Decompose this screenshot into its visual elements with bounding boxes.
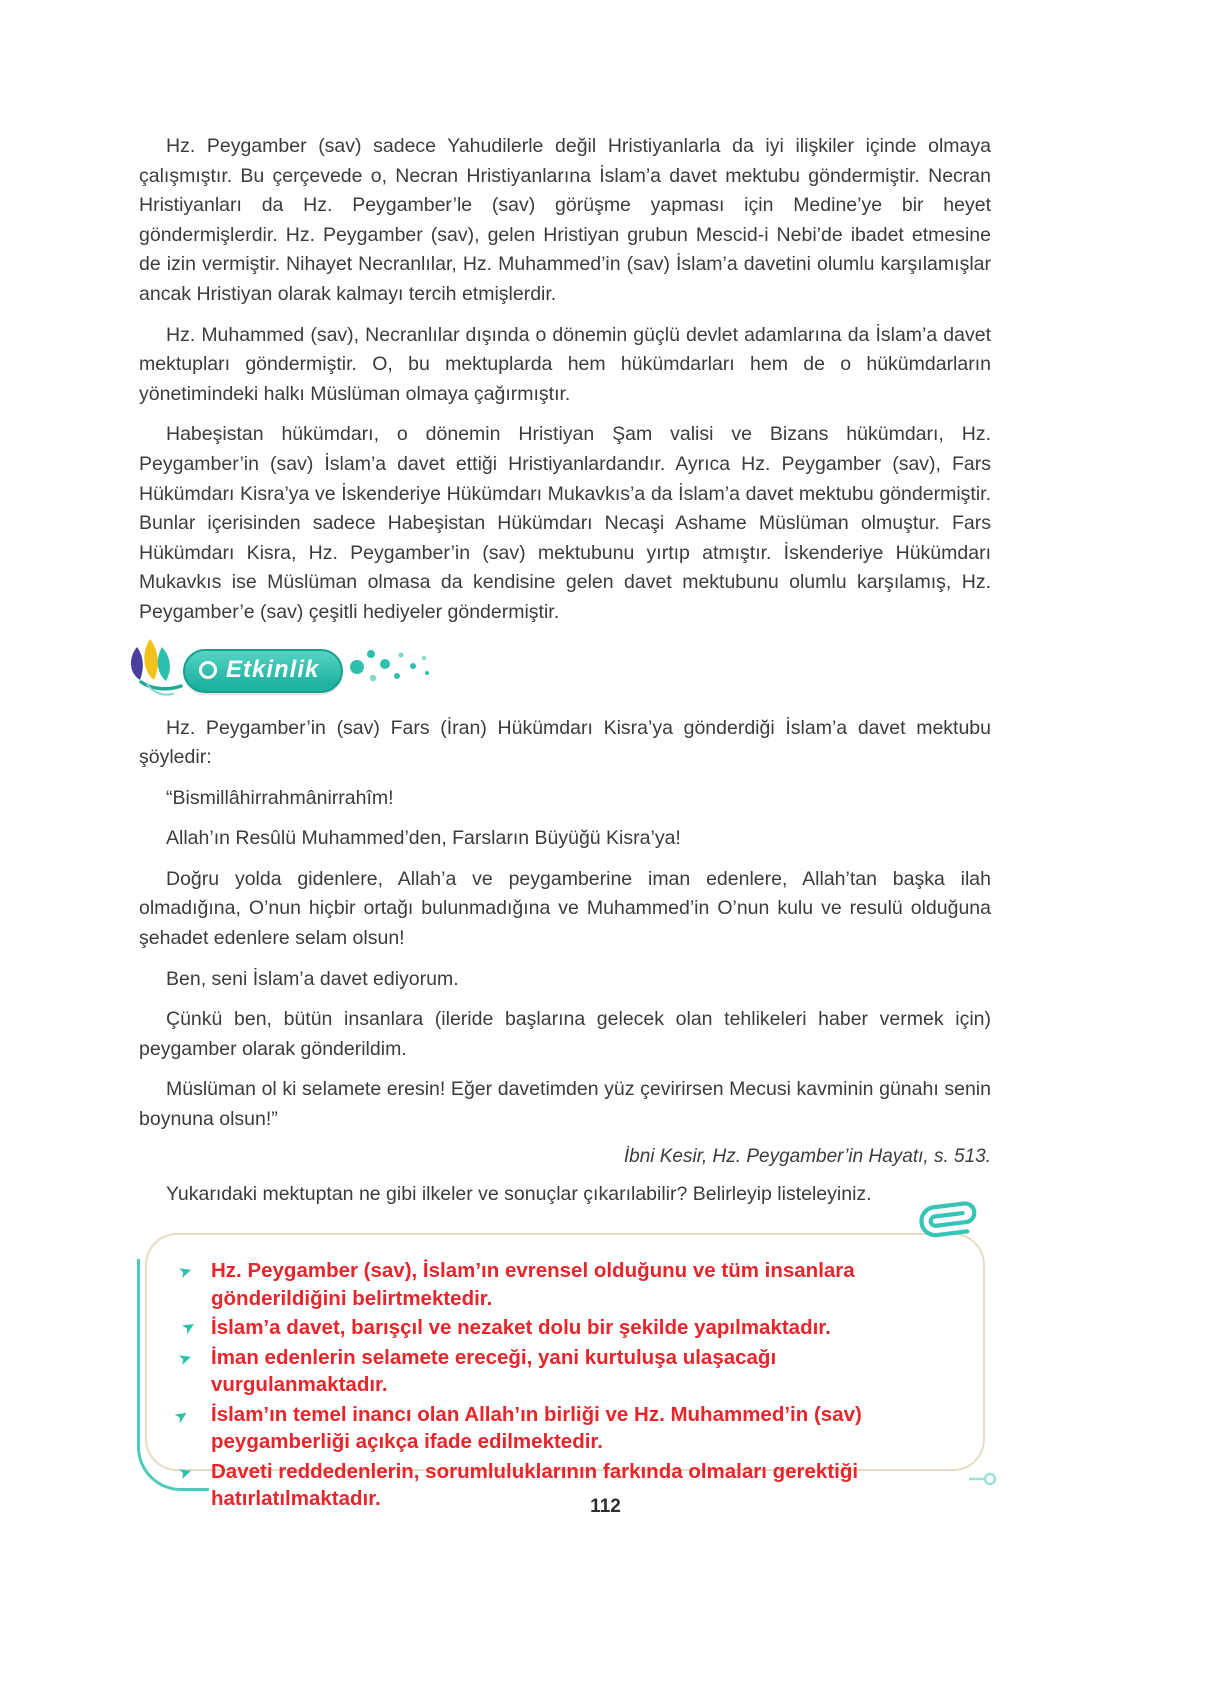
- answer-text: İslam’a davet, barışçıl ve nezaket dolu bir şekilde yapılmaktadır.: [211, 1316, 831, 1340]
- letter-warning: Müslüman ol ki selamete eresin! Eğer davetimden yüz çevirirsen Mecusi kavminin günahı senin boynuna olsun!”: [139, 1078, 991, 1131]
- answer-item: [176, 1257, 939, 1312]
- arrow-bullet-icon: ➤: [176, 1462, 195, 1484]
- letter-mission: Çünkü ben, bütün insanlara (ileride başlarına gelecek olan tehlikeleri haber vermek için) peygamber olarak gönderildim.: [139, 1008, 991, 1060]
- answer-text: Hz. Peygamber (sav), İslam’ın evrensel olduğunu ve tüm insanlara gönderildiğini belirtmektedir.: [211, 1259, 855, 1310]
- answer-item: [171, 1401, 939, 1456]
- activity-badge: [183, 649, 343, 693]
- badge-ring-icon: [199, 661, 217, 679]
- answer-item: [176, 1344, 939, 1399]
- answer-item: [176, 1458, 939, 1513]
- arrow-bullet-icon: ➤: [171, 1405, 192, 1428]
- activity-question: Yukarıdaki mektuptan ne gibi ilkeler ve sonuçlar çıkarılabilir? Belirleyip listeleyiniz.: [166, 1182, 872, 1205]
- page-number: 112: [590, 1496, 621, 1517]
- answer-text: İslam’ın temel inancı olan Allah’ın birliği ve Hz. Muhammed’in (sav) peygamberliği açıkça ifade edilmektedir.: [211, 1402, 862, 1454]
- feather-icon: [117, 637, 199, 704]
- end-mark-icon: [969, 1472, 997, 1491]
- activity-header: [117, 642, 991, 700]
- activity-section: [139, 714, 991, 1210]
- answer-list: [171, 1257, 939, 1513]
- letter-greeting: Doğru yolda gidenlere, Allah’a ve peygamberine iman edenlere, Allah’tan başka ilah olmadığına, O’nun hiçbir ortağı bulunmadığına ve Muhammed’in O’nun kulu ve resulü olduğuna şehadet edenlere selam olsun!: [139, 867, 991, 950]
- answer-text: İman edenlerin selamete ereceği, yani kurtuluşa ulaşacağı vurgulanmaktadır.: [211, 1345, 777, 1397]
- activity-badge-label: Etkinlik: [226, 655, 320, 683]
- paragraph-necran-christians: Hz. Peygamber (sav) sadece Yahudilerle değil Hristiyanlarla da iyi ilişkiler içinde olmaya çalışmıştır. Bu çerçevede o, Necran Hristiyanlarına İslam’a davet mektubu göndermiştir. Necran Hristiyanları da Hz. Peygamber’le (sav) görüşme yapması için Medine’ye bir heyet göndermişlerdir. Hz. Peygamber (sav), gelen Hristiyan grubun Mescid-i Nebi’de ibadet etmesine de izin vermiştir. Nihayet Necranlılar, Hz. Muhammed’in (sav) İslam’a davetini olumlu karşılamışlar ancak Hristiyan olarak kalmayı tercih etmişlerdir.: [139, 135, 991, 305]
- letter-basmala: “Bismillâhirrahmânirrahîm!: [166, 786, 394, 809]
- source-citation: İbni Kesir, Hz. Peygamber’in Hayatı, s. 513.: [623, 1145, 991, 1167]
- answer-item: [178, 1314, 939, 1342]
- paragraph-invitation-letters: Hz. Muhammed (sav), Necranlılar dışında o dönemin güçlü devlet adamlarına da İslam’a davet mektupları göndermiştir. O, bu mektuplarda hem hükümdarları hem de o hükümdarların yönetimindeki halkı Müslüman olmaya çağırmıştır.: [139, 323, 991, 405]
- answer-text: Daveti reddedenlerin, sorumluluklarının farkında olmaları gerektiği hatırlatılmaktadır.: [211, 1459, 859, 1511]
- arrow-bullet-icon: ➤: [176, 1348, 195, 1370]
- arrow-bullet-icon: ➤: [176, 1262, 195, 1283]
- letter-invitation: Ben, seni İslam’a davet ediyorum.: [166, 967, 459, 990]
- arrow-bullet-icon: ➤: [178, 1317, 200, 1339]
- dots-decoration-icon: [349, 645, 433, 696]
- activity-intro: Hz. Peygamber’in (sav) Fars (İran) Hükümdarı Kisra’ya gönderdiği İslam’a davet mektubu şöyledir:: [139, 716, 991, 769]
- paragraph-rulers: Habeşistan hükümdarı, o dönemin Hristiyan Şam valisi ve Bizans hükümdarı, Hz. Peygamber’in (sav) İslam’a davet ettiği Hristiyanlardandır. Ayrıca Hz. Peygamber (sav), Fars Hükümdarı Kisra’ya ve İskenderiye Hükümdarı Mukavkıs’a da İslam’a davet mektubu göndermiştir. Bunlar içerisinden sadece Habeşistan Hükümdarı Necaşi Ashame Müslüman olmuştur. Fars Hükümdarı Kisra, Hz. Peygamber’in (sav) mektubunu yırtıp atmıştır. İskenderiye Hükümdarı Mukavkıs ise Müslüman olmasa da kendisine gelen davet mektubunu olumlu karşılamış, Hz. Peygamber’e (sav) çeşitli hediyeler göndermiştir.: [139, 423, 991, 623]
- letter-salutation: Allah’ın Resûlü Muhammed’den, Farsların Büyüğü Kisra’ya!: [166, 827, 681, 850]
